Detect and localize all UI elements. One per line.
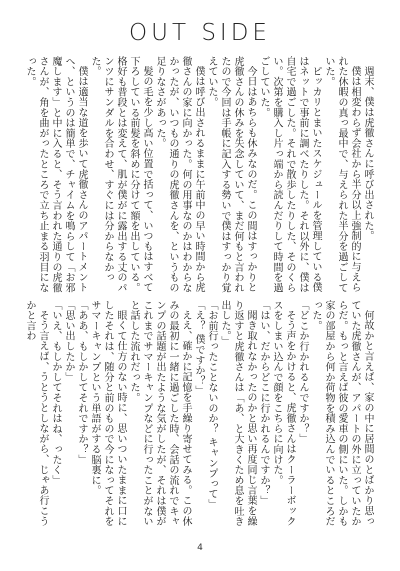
paragraph: そう言えば、うとうとしながら、じゃあ行こうかと言わ: [24, 300, 48, 527]
paragraph: 週末、僕は虎徹さんに呼び出された。: [362, 66, 373, 242]
paragraph: 僕は呼び出されるままに午前中の早い時間から虎徹さんの家に向かった。何の用事なのかはわからなかったが、いつもの通りの虎徹さんを、というもの足りなさがあった。: [154, 56, 204, 293]
page-title: OUT SIDE: [129, 20, 271, 46]
paragraph: 今日はあちらも休みなのだ。この間はすっかりと虎徹さんの休みを失念していて、まだ何もと言われたので今回は手帳に記入する勢いで僕はすっかり覚えていた。: [206, 56, 256, 293]
dialogue-line: 「思い出したか」: [63, 300, 74, 383]
paragraph: 眼くて仕方のない時に、思いついたままに口にしたそれは、随分と前のもので今になってそれをサマーキャンプという単語がする脳裏に。: [89, 300, 126, 527]
paragraph: ええ、確かに記憶を手繰り寄せてみる。この休みの最初に一緒に過ごした時、会話の流れでキャンプの話題が出たような気がしたが、それは僕がこれまでサマーキャンプなどに行ったことがないと話した流れだった。: [128, 300, 191, 527]
paragraph: そう声をかけると、虎徹さんはクーラーボックスをしまい込んで顔をこちらに向けた。: [271, 300, 295, 527]
dialogue-line: 「え？ 僕ですか？」: [193, 300, 204, 397]
upper-text-block: [26, 56, 374, 296]
paragraph: 髪の毛を少し高い位置で括って、いつもはすべて下ろしている前髪を斜めに分けて額を出している。格好も普段とは変えて、肌が僕がに露出する丈のパンツにサンダルを合わせ、すぐには分からなかった。: [89, 56, 152, 293]
paragraph: 僕は適当な道を歩いて虎徹さんのアパートメントへ、というのは簡単で、チャイムを鳴らして「お邪魔します」と中に入ると、そう言われた通りの虎徹さんが、角を曲がったところで立ち止まる羽目になった。: [24, 56, 87, 293]
paragraph: 聞き取れなかったのかと思い再度同じ言葉を繰り返すと虎徹さんは「あ、と大きくため息を吐き出した。」: [219, 300, 256, 527]
dialogue-line: 「どこか行かれるんですか？」: [297, 300, 308, 445]
paragraph: 僕は相変わらず会社から半分以上強制的に与えられた休暇の真っ最中で、与えられた半分を過ごしていた。: [323, 56, 360, 293]
paragraph: ピッカリとまいたスケジュールを管理している僕はネットで事前に調べたりした。それ以外に、僕は自宅で過ごした。それで散歩したりした、そのくらい。次第を購入し片っ端から読んだりして時間を過ごしていた。: [258, 56, 321, 293]
page-number: 4: [197, 543, 203, 553]
dialogue-line: 「はい、だからどこに行かれるんですか？」: [258, 300, 269, 506]
lower-text-block: [26, 300, 374, 532]
dialogue-line: 「ああ、もしかしてそれですか？」: [76, 300, 87, 465]
dialogue-line: 「いえ、もしかしてそれはね、ったく」: [50, 300, 61, 486]
dialogue-line: 「お前行ったことないのか？ キャンプって」: [206, 300, 217, 510]
paragraph: 何故かと言えば、家の中に居間のとばかり思っていた虎徹さんが、アパートの外に立っていたからだ。もっと言えば彼の愛車の側にいた。しかも家の部屋から何か荷物を積み込んでいるところだった。: [310, 300, 373, 527]
